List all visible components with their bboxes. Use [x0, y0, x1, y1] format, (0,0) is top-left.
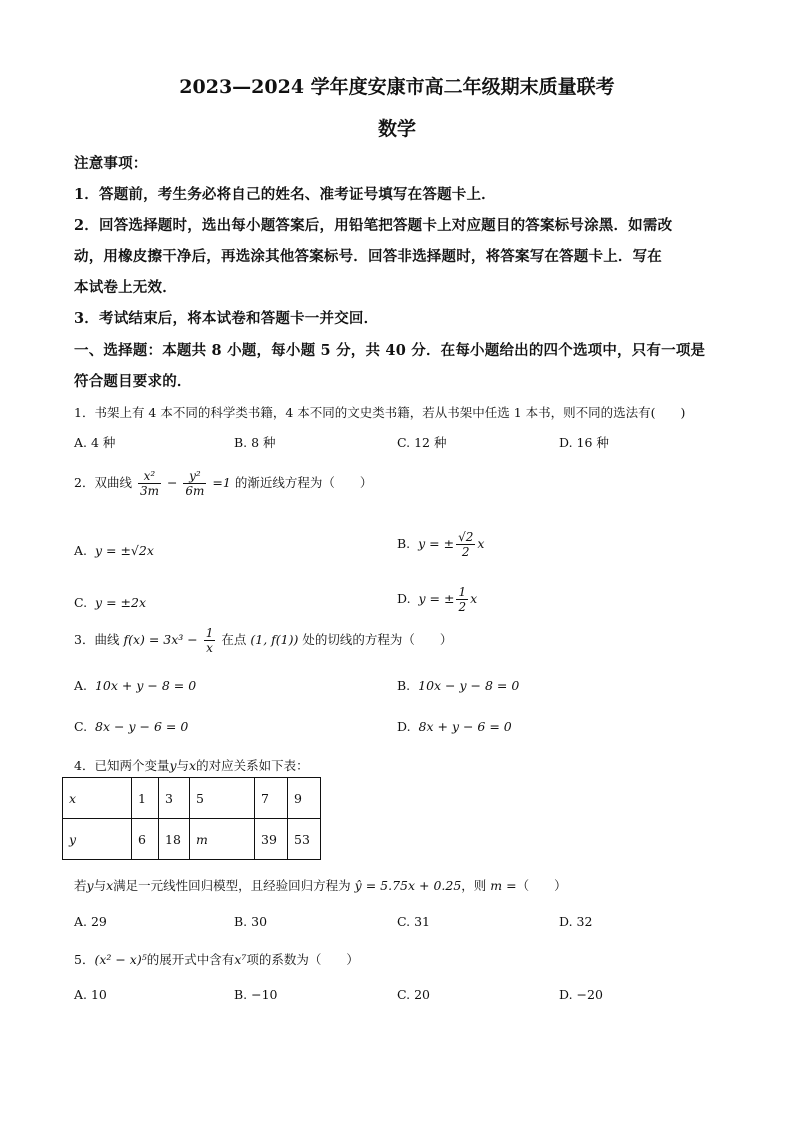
table-cell: y — [63, 819, 132, 860]
table-cell: 18 — [159, 819, 190, 860]
q4-condition: 若y与x满足一元线性回归模型，且经验回归方程为 ŷ = 5.75x + 0.25，则 m =（ ） — [74, 878, 567, 893]
table-row-y — [63, 819, 321, 860]
q4-data-table — [62, 777, 321, 860]
notice-item-2c: 本试卷上无效． — [74, 279, 177, 296]
q4-option-d: D. 32 — [559, 914, 593, 929]
q4-option-a: A. 29 — [74, 914, 107, 929]
q2-option-a: A. y = ±√2x — [74, 543, 154, 558]
q2-stem — [74, 469, 372, 498]
table-cell: 3 — [159, 778, 190, 819]
q2-fraction-x: $\frac{\text{x²}}{3m}$ — [139, 469, 159, 498]
table-cell: m — [190, 819, 255, 860]
q3-point: (1, f(1)) — [250, 632, 299, 647]
q5-option-b: B. −10 — [234, 987, 278, 1002]
table-cell: 1 — [132, 778, 159, 819]
q1-stem: 1．书架上有 4 本不同的科学类书籍，4 本不同的文史类书籍，若从书架中任选 1 本书，则不同的选法有( ) — [74, 405, 686, 420]
q5-expression: (x² − x)⁵ — [94, 952, 147, 967]
q1-option-a: A. 4 种 — [74, 435, 116, 450]
q3-option-a: A. 10x + y − 8 = 0 — [74, 678, 197, 693]
q3-tail: 处的切线的方程为（ ） — [302, 632, 453, 647]
q3-option-d: D. 8x + y − 6 = 0 — [397, 719, 512, 734]
table-row-x — [63, 778, 321, 819]
q5-option-d: D. −20 — [559, 987, 603, 1002]
q5-stem: 5．(x² − x)⁵的展开式中含有x⁷项的系数为（ ） — [74, 952, 359, 967]
notice-item-2b: 动，用橡皮擦干净后，再选涂其他答案标号．回答非选择题时，将答案写在答题卡上．写在 — [74, 248, 662, 265]
notice-item-2a: 2．回答选择题时，选出每小题答案后，用铅笔把答题卡上对应题目的答案标号涂黑．如需改 — [74, 217, 673, 234]
table-cell: 53 — [288, 819, 321, 860]
table-cell: 9 — [288, 778, 321, 819]
table-cell: 5 — [190, 778, 255, 819]
section1-instructions-1: 一、选择题：本题共 8 小题，每小题 5 分，共 40 分．在每小题给出的四个选项中，只有一项是 — [74, 342, 706, 359]
q2-fraction-y: $\frac{\text{y²}}{6m}$ — [185, 469, 205, 498]
q2-equals-one: =1 — [212, 475, 231, 490]
q3-tail-pre: 在点 — [221, 632, 247, 647]
q2-tail: 的渐近线方程为（ ） — [234, 475, 373, 490]
notice-heading: 注意事项： — [74, 155, 148, 172]
q2-number: 2．双曲线 — [74, 475, 132, 490]
q2-option-d: D. y = ± $\frac{1}{2}$ x — [397, 585, 478, 614]
q1-option-c: C. 12 种 — [397, 435, 447, 450]
q3-fraction: $\frac{1}{x}$ — [205, 626, 214, 655]
q3-function: f(x) = 3x³ − — [123, 632, 198, 647]
q3-option-b: B. 10x − y − 8 = 0 — [397, 678, 520, 693]
q4-stem: 4．已知两个变量y与x的对应关系如下表： — [74, 758, 309, 773]
q4-regression-equation: ŷ = 5.75x + 0.25 — [354, 878, 462, 893]
section1-instructions-2: 符合题目要求的． — [74, 373, 192, 390]
exam-title: 2023—2024 学年度安康市高二年级期末质量联考 — [179, 76, 615, 98]
table-cell: 7 — [255, 778, 288, 819]
q2-minus: − — [166, 475, 178, 490]
q2-option-b: B. y = ± $\frac{√2}{2}$ x — [397, 530, 485, 559]
q3-option-c: C. 8x − y − 6 = 0 — [74, 719, 189, 734]
notice-item-3: 3．考试结束后，将本试卷和答题卡一并交回． — [74, 310, 379, 327]
table-cell: x — [63, 778, 132, 819]
exam-subject: 数学 — [377, 118, 416, 140]
q1-option-d: D. 16 种 — [559, 435, 609, 450]
q5-option-a: A. 10 — [74, 987, 107, 1002]
notice-item-1: 1．答题前，考生务必将自己的姓名、准考证号填写在答题卡上． — [74, 186, 496, 203]
q3-number: 3．曲线 — [74, 632, 120, 647]
table-cell: 6 — [132, 819, 159, 860]
q5-option-c: C. 20 — [397, 987, 430, 1002]
q1-option-b: B. 8 种 — [234, 435, 276, 450]
q4-option-b: B. 30 — [234, 914, 268, 929]
q2-option-c: C. y = ±2x — [74, 595, 147, 610]
q4-option-c: C. 31 — [397, 914, 430, 929]
table-cell: 39 — [255, 819, 288, 860]
q3-stem — [74, 626, 452, 655]
